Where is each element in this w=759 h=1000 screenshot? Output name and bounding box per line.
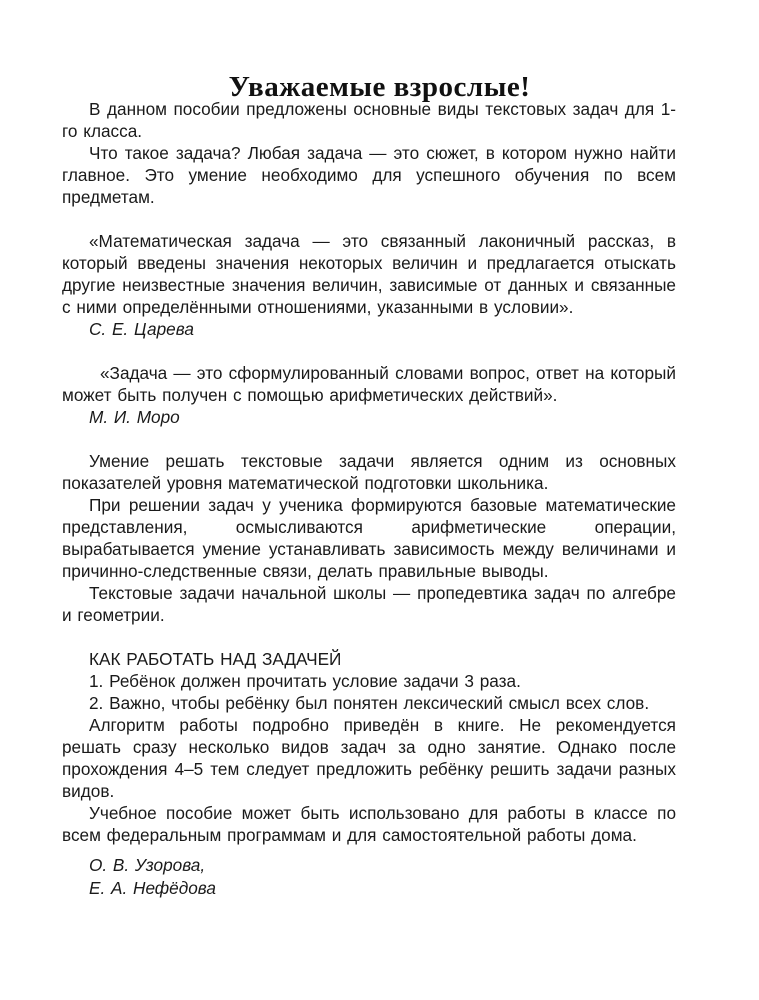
quote-author-tsareva: С. Е. Царева [89,319,194,339]
signature-author-2: Е. А. Нефёдова [89,878,216,898]
body-paragraph-2: При решении задач у ученика формируются базовые математические представления, осмысливаются арифметические операции, вырабатывается умение устанавливать зависимость между величинами и причинно-следственные связи, делать правильные выводы. [62,495,676,581]
spacer [62,626,676,648]
spacer [62,208,676,230]
intro-paragraph-2: Что такое задача? Любая задача — это сюжет, в котором нужно найти главное. Это умение необходимо для успешного обучения по всем предметам. [62,143,676,207]
spacer [62,846,676,854]
signature-author-1: О. В. Узорова, [89,855,206,875]
page-content [62,98,676,900]
page-title: Уважаемые взрослые! [228,71,531,104]
howto-step-1: 1. Ребёнок должен прочитать условие задачи 3 раза. [89,671,521,691]
howto-paragraph-2: Учебное пособие может быть использовано для работы в классе по всем федеральным программам и для самостоятельной работы дома. [62,803,676,845]
quote-tsareva: «Математическая задача — это связанный лаконичный рассказ, в который введены значения некоторых величин и предлагается отыскать другие неизвестные значения величин, зависимые от данных и связанные с ними определёнными отношениями, указанными в условии». [62,231,676,317]
body-paragraph-3: Текстовые задачи начальной школы — пропедевтика задач по алгебре и геометрии. [62,583,676,625]
quote-author-moro: М. И. Моро [89,407,180,427]
spacer [62,340,676,362]
quote-moro: «Задача — это сформулированный словами вопрос, ответ на который может быть получен с помощью арифметических действий». [62,363,676,405]
section-heading-howto: КАК РАБОТАТЬ НАД ЗАДАЧЕЙ [89,649,342,669]
howto-paragraph-1: Алгоритм работы подробно приведён в книге. Не рекомендуется решать сразу несколько видов задач за одно занятие. Однако после прохождения 4–5 тем следует предложить ребёнку решить задачи разных видов. [62,715,676,801]
body-paragraph-1: Умение решать текстовые задачи является одним из основных показателей уровня математической подготовки школьника. [62,451,676,493]
howto-step-2: 2. Важно, чтобы ребёнку был понятен лексический смысл всех слов. [89,693,650,713]
spacer [62,428,676,450]
intro-paragraph-1: В данном пособии предложены основные виды текстовых задач для 1-го класса. [62,99,676,141]
